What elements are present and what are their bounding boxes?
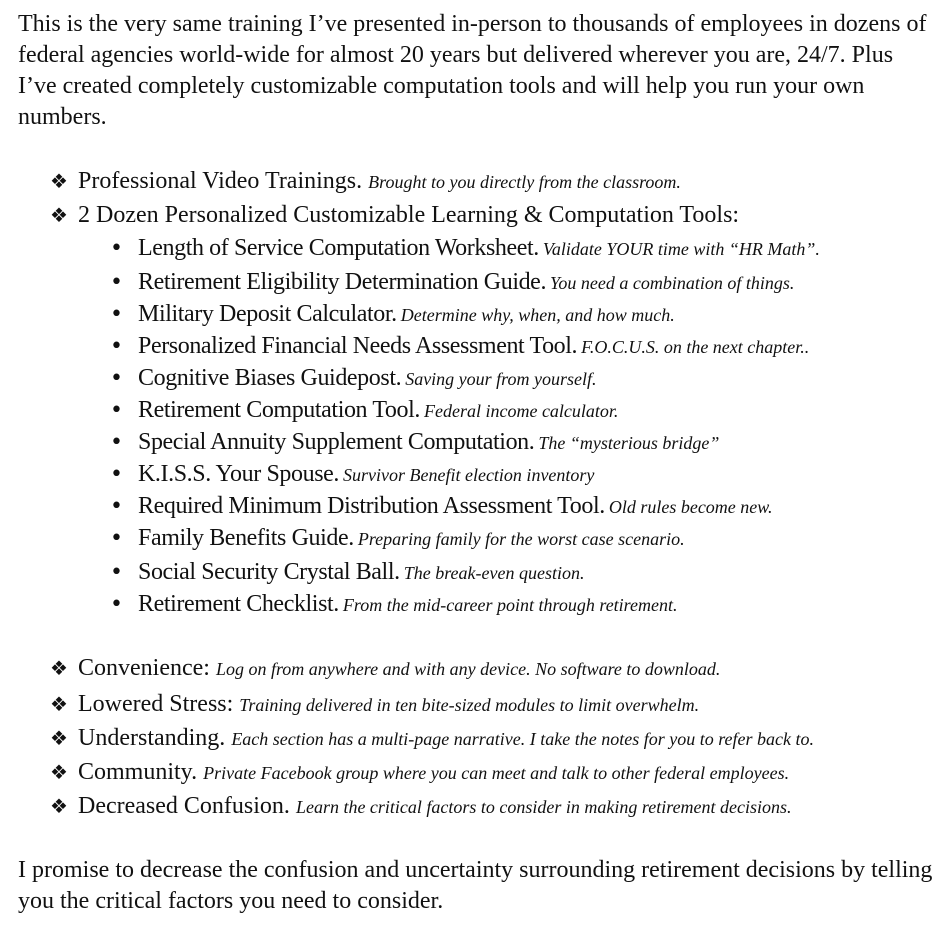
tool-item [110, 333, 809, 360]
tool-desc: Validate YOUR time with “HR Math”. [542, 239, 820, 259]
tool-desc: Survivor Benefit election inventory [343, 465, 595, 485]
tool-desc: Federal income calculator. [423, 401, 619, 421]
tool-desc: The break-even question. [403, 563, 585, 583]
benefit-desc: Each section has a multi-page narrative. I take the notes for you to refer back to. [231, 729, 815, 749]
tool-label: Military Deposit Calculator. [138, 301, 397, 327]
tool-label: Family Benefits Guide. [138, 525, 354, 551]
diamond-bullet-icon: ❖ [50, 169, 68, 193]
benefit-label: Lowered Stress: [78, 691, 234, 717]
benefit-label: Decreased Confusion. [78, 793, 290, 819]
benefit-label: Understanding. [78, 725, 226, 751]
bullet-dot-icon: • [110, 270, 123, 295]
feature-video-trainings [50, 168, 681, 195]
tool-label: Social Security Crystal Ball. [138, 559, 400, 585]
tool-label: Required Minimum Distribution Assessment Tool. [138, 493, 605, 519]
benefit-desc: Training delivered in ten bite-sized modules to limit overwhelm. [239, 695, 700, 715]
intro-paragraph: This is the very same training I’ve presented in-person to thousands of employees in dozens of federal agencies world-wide for almost 20 years but delivered wherever you are, 24/7. Plus I’ve created completely customizable computation tools and will help you run your own numbers. [18, 11, 927, 130]
benefit-item [50, 725, 814, 752]
tool-item [110, 493, 772, 520]
diamond-bullet-icon: ❖ [50, 203, 68, 227]
tool-item [110, 397, 618, 424]
bullet-dot-icon: • [110, 398, 123, 423]
benefit-item [50, 793, 792, 820]
tool-label: Special Annuity Supplement Computation. [138, 429, 535, 455]
tool-label: Length of Service Computation Worksheet. [138, 235, 539, 261]
diamond-bullet-icon: ❖ [50, 794, 68, 818]
bullet-dot-icon: • [110, 592, 123, 617]
tool-label: Retirement Computation Tool. [138, 397, 420, 423]
tool-desc: Preparing family for the worst case scenario. [357, 529, 685, 549]
tool-desc: Saving your from yourself. [405, 369, 597, 389]
bullet-dot-icon: • [110, 526, 123, 551]
tool-desc: You need a combination of things. [550, 273, 795, 293]
benefit-desc: Private Facebook group where you can meet and talk to other federal employees. [203, 763, 790, 783]
diamond-bullet-icon: ❖ [50, 726, 68, 750]
bullet-dot-icon: • [110, 430, 123, 455]
benefit-label: Convenience: [78, 655, 210, 681]
tool-item [110, 429, 719, 456]
tool-label: Retirement Checklist. [138, 591, 339, 617]
diamond-bullet-icon: ❖ [50, 656, 68, 680]
diamond-bullet-icon: ❖ [50, 760, 68, 784]
tool-item [110, 525, 685, 552]
tool-label: Retirement Eligibility Determination Guide. [138, 269, 547, 295]
tool-desc: From the mid-career point through retirement. [342, 595, 678, 615]
bullet-dot-icon: • [110, 462, 123, 487]
benefit-label: Community. [78, 759, 198, 785]
bullet-dot-icon: • [110, 560, 123, 585]
tool-item [110, 365, 597, 392]
tool-item [110, 301, 675, 328]
feature-label: 2 Dozen Personalized Customizable Learning & Computation Tools: [78, 202, 740, 228]
benefit-item [50, 655, 720, 682]
tool-desc: Determine why, when, and how much. [400, 305, 675, 325]
bullet-dot-icon: • [110, 366, 123, 391]
tool-item [110, 269, 794, 296]
tool-label: Personalized Financial Needs Assessment Tool. [138, 333, 578, 359]
benefit-desc: Learn the critical factors to consider in making retirement decisions. [295, 797, 792, 817]
tool-label: K.I.S.S. Your Spouse. [138, 461, 339, 487]
feature-label: Professional Video Trainings. [78, 168, 363, 194]
benefit-item [50, 691, 699, 718]
bullet-dot-icon: • [110, 494, 123, 519]
bullet-dot-icon: • [110, 236, 123, 261]
tool-item [110, 461, 594, 488]
tool-desc: Old rules become new. [608, 497, 773, 517]
diamond-bullet-icon: ❖ [50, 692, 68, 716]
closing-paragraph: I promise to decrease the confusion and uncertainty surrounding retirement decisions by telling you the critical factors you need to consider. [18, 857, 933, 914]
feature-tools [50, 202, 739, 229]
bullet-dot-icon: • [110, 302, 123, 327]
tool-label: Cognitive Biases Guidepost. [138, 365, 402, 391]
bullet-dot-icon: • [110, 334, 123, 359]
benefit-item [50, 759, 789, 786]
tool-item [110, 559, 584, 586]
tool-desc: F.O.C.U.S. on the next chapter.. [581, 337, 810, 357]
tool-item [110, 591, 678, 618]
tool-desc: The “mysterious bridge” [538, 433, 720, 453]
benefit-desc: Log on from anywhere and with any device. No software to download. [215, 659, 721, 679]
feature-desc: Brought to you directly from the classroom. [368, 172, 681, 192]
tool-item [110, 235, 820, 262]
